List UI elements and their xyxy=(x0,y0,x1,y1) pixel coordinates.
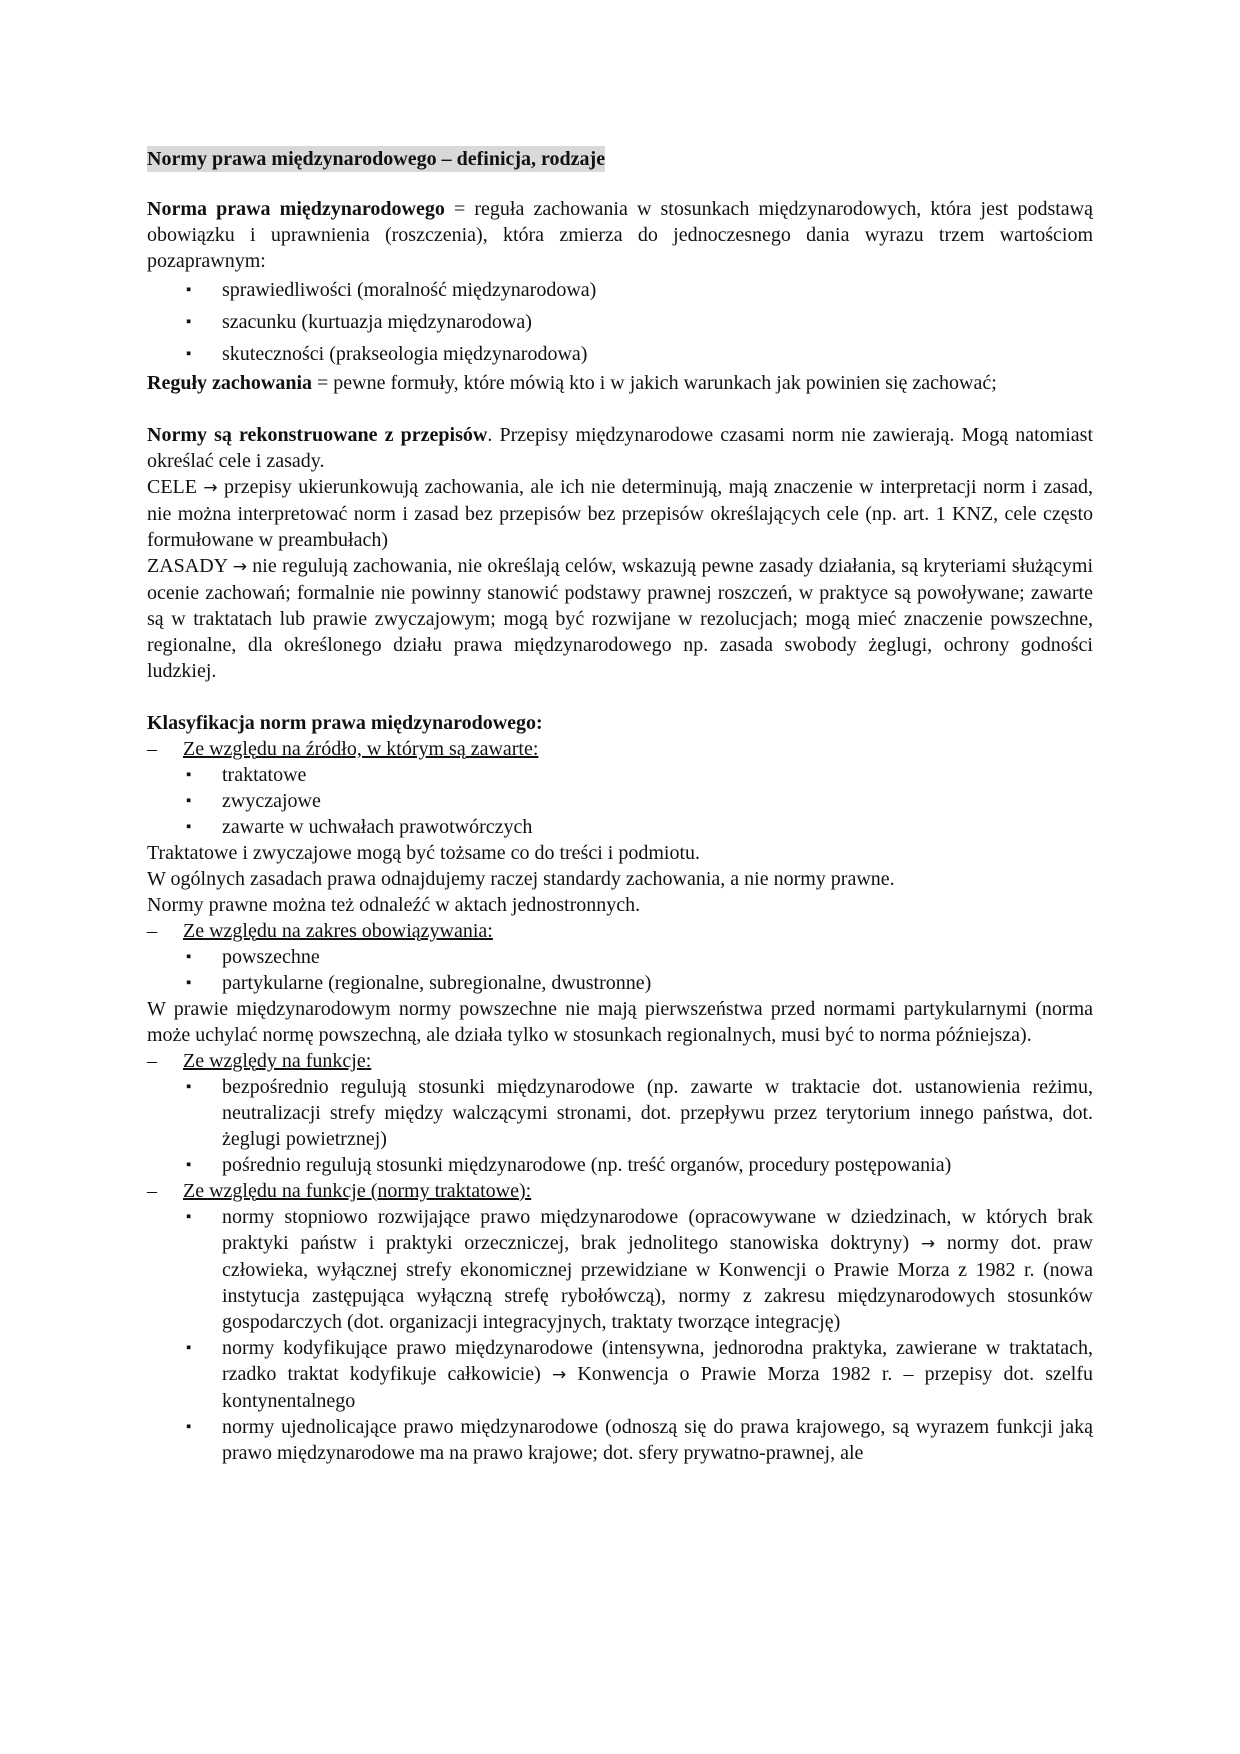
list-item: ▪ normy ujednolicające prawo międzynarodowe (odnoszą się do prawa krajowego, są wyrazem funkcji jaką prawo międzynarodowe ma na prawo krajowe; dot. sfery prywatno-prawnej, ale xyxy=(222,1414,1093,1466)
list-item xyxy=(222,1204,1093,1335)
definition-term: Norma prawa międzynarodowego xyxy=(147,198,445,220)
list-item: ▪ traktatowe xyxy=(222,762,1093,788)
source-label: Ze względu na źródło, w którym są zawarte: xyxy=(183,738,539,760)
list-item: ▪ szacunku (kurtuazja międzynarodowa) xyxy=(222,306,1093,338)
scope-list xyxy=(147,944,1093,996)
list-item: ▪ pośrednio regulują stosunki międzynarodowe (np. treść organów, procedury postępowania) xyxy=(222,1152,1093,1178)
cele-paragraph xyxy=(147,474,1093,553)
norms-term: Normy są rekonstruowane z przepisów xyxy=(147,424,488,446)
arrow-icon: → xyxy=(232,557,247,577)
dash-marker: – xyxy=(147,920,157,942)
dash-marker: – xyxy=(147,738,157,760)
cele-label: CELE xyxy=(147,476,197,498)
zasady-paragraph xyxy=(147,553,1093,684)
treaty-item-text: normy dot. praw człowieka, wyłącznej strefy ekonomicznej przewidziane w Konwencji o Prawie Morza z 1982 r. (nowa instytucja zastępująca wyłączną strefę rybołówczą), normy z zakresu międzynarodowych stosunków gospodarczych (dot. organizacji integracyjnych, traktaty tworzące integrację) xyxy=(222,1232,1093,1333)
function-heading xyxy=(147,1048,1093,1074)
arrow-icon: → xyxy=(551,1365,567,1385)
dash-marker: – xyxy=(147,1050,157,1072)
zasady-text: nie regulują zachowania, nie określają celów, wskazują pewne zasady działania, są kryteriami służącymi ocenie zachowań; formalnie nie powinny stanowić podstawy prawnej roszczeń, w praktyce są powoływane; zawarte są w traktatach lub prawie zwyczajowym; mogą być rozwijane w rezolucjach; mogą mieć znaczenie powszechne, regionalne, dla określonego działu prawa międzynarodowego np. zasada swobody żeglugi, ochrony godności ludzkiej. xyxy=(147,555,1094,682)
zasady-label: ZASADY xyxy=(147,555,228,577)
treaty-list xyxy=(147,1204,1093,1466)
treaty-item-text: Konwencja o Prawie Morza 1982 r. – przepisy dot. szelfu kontynentalnego xyxy=(222,1363,1093,1412)
scope-heading xyxy=(147,918,1093,944)
list-item: ▪ zawarte w uchwałach prawotwórczych xyxy=(222,814,1093,840)
page-title: Normy prawa międzynarodowego – definicja, rodzaje xyxy=(147,148,606,170)
source-note: Normy prawne można też odnaleźć w aktach jednostronnych. xyxy=(147,894,641,916)
treaty-item-text: normy kodyfikujące prawo międzynarodowe (intensywna, jednorodna praktyka, zawierane w traktatach, rzadko traktat kodyfikuje całkowicie) xyxy=(222,1337,1093,1385)
list-item: ▪ bezpośrednio regulują stosunki międzynarodowe (np. zawarte w traktacie dot. ustanowienia reżimu, neutralizacji strefy między walczącymi stronami, dot. przepływu przez terytorium innego państwa, dot. żeglugi powietrznej) xyxy=(222,1074,1093,1152)
source-note: W ogólnych zasadach prawa odnajdujemy raczej standardy zachowania, a nie normy prawne. xyxy=(147,868,895,890)
norms-paragraph xyxy=(147,422,1093,474)
dash-marker: – xyxy=(147,1180,157,1202)
function-label: Ze względy na funkcje: xyxy=(183,1050,372,1072)
definition-text: = reguła zachowania w stosunkach międzynarodowych, która jest podstawą obowiązku i uprawnienia (roszczenia), która zmierza do jednoczesnego dania wyrazu trzem wartościom pozaprawnym: xyxy=(147,198,1093,272)
arrow-icon: → xyxy=(920,1234,936,1254)
list-item: ▪ powszechne xyxy=(222,944,1093,970)
source-note: Traktatowe i zwyczajowe mogą być tożsame co do treści i podmiotu. xyxy=(147,842,700,864)
source-list xyxy=(147,762,1093,840)
norms-text: . Przepisy międzynarodowe czasami norm nie zawierają. Mogą natomiast określać cele i zasady. xyxy=(147,424,1093,472)
treaty-item-text: normy stopniowo rozwijające prawo międzynarodowe (opracowywane w dziedzinach, w których brak praktyki państw i praktyki orzeczniczej, brak jednolitego stanowiska doktryny) xyxy=(222,1206,1093,1254)
source-heading xyxy=(147,736,1093,762)
rules-term: Reguły zachowania xyxy=(147,372,312,394)
definition-paragraph xyxy=(147,196,1093,274)
list-item: ▪ zwyczajowe xyxy=(222,788,1093,814)
classification-heading: Klasyfikacja norm prawa międzynarodowego: xyxy=(147,712,543,734)
treaty-label: Ze względu na funkcje (normy traktatowe): xyxy=(183,1180,532,1202)
list-item: ▪ sprawiedliwości (moralność międzynarodowa) xyxy=(222,274,1093,306)
cele-text: przepisy ukierunkowują zachowania, ale ich nie determinują, mają znaczenie w interpretacji norm i zasad, nie można interpretować norm i zasad bez przepisów bez przepisów określających cele (np. art. 1 KNZ, cele często formułowane w preambułach) xyxy=(147,476,1094,551)
values-list xyxy=(147,274,1093,370)
arrow-icon: → xyxy=(203,478,218,498)
rules-text: = pewne formuły, które mówią kto i w jakich warunkach jak powinien się zachować; xyxy=(312,372,997,394)
list-item: ▪ skuteczności (prakseologia międzynarodowa) xyxy=(222,338,1093,370)
scope-note: W prawie międzynarodowym normy powszechne nie mają pierwszeństwa przed normami partykularnymi (norma może uchylać normę powszechną, ale działa tylko w stosunkach regionalnych, musi być to norma późniejsza). xyxy=(147,998,1093,1046)
list-item xyxy=(222,1335,1093,1414)
rules-paragraph xyxy=(147,370,1093,396)
list-item: ▪ partykularne (regionalne, subregionalne, dwustronne) xyxy=(222,970,1093,996)
scope-label: Ze względu na zakres obowiązywania: xyxy=(183,920,493,942)
treaty-heading xyxy=(147,1178,1093,1204)
function-list xyxy=(147,1074,1093,1178)
